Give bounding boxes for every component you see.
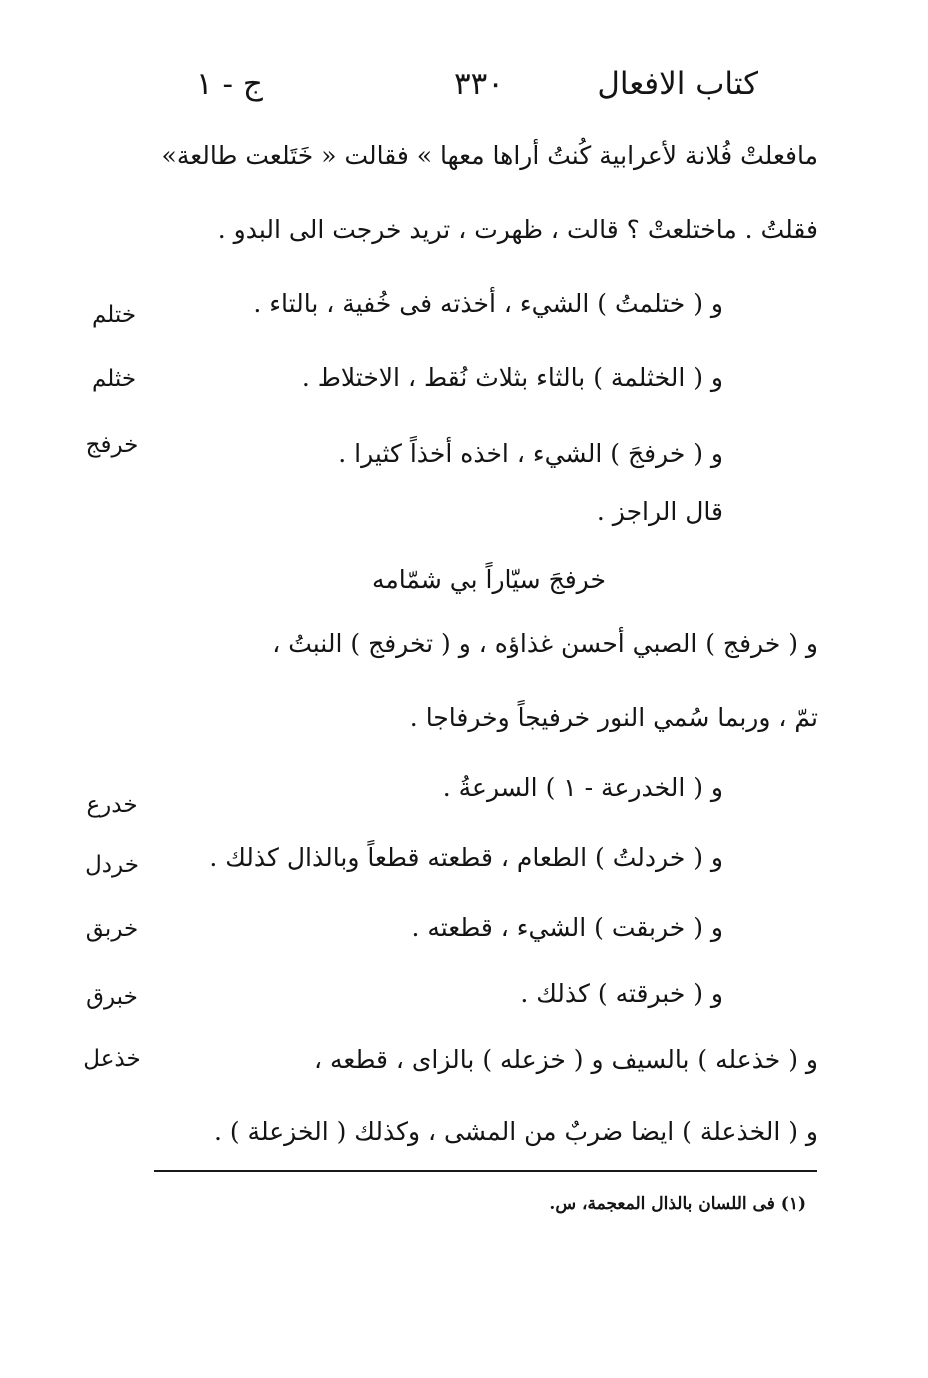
margin-note: خردل (85, 852, 139, 878)
margin-note: خثلم (91, 366, 137, 392)
verse-line: خرفجَ سيّاراً بي شمّامه (372, 565, 606, 594)
text-line: و ( الخذعلة ) ايضا ضربٌ من المشى ، وكذلك ( الخزعلة ) . (213, 1117, 818, 1146)
footnote: (١) فى اللسان بالذال المعجمة، س. (549, 1194, 806, 1214)
text-line: و ( خبرقته ) كذلك . (520, 979, 723, 1008)
text-line: قال الراجز . (596, 497, 723, 526)
footnote-divider (154, 1170, 817, 1172)
text-line: و ( الخدرعة - ١ ) السرعةُ . (442, 773, 723, 802)
margin-note: خرفج (85, 432, 139, 458)
text-line: مافعلتْ فُلانة لأعرابية كُنتُ أراها معها » فقالت « خَتَلعت طالعة» (161, 141, 818, 170)
text-line: و ( خربقت ) الشيء ، قطعته . (411, 913, 723, 942)
text-line: فقلتُ . ماختلعتْ ؟ قالت ، ظهرت ، تريد خرجت الى البدو . (217, 215, 818, 244)
volume-indicator: ج - ١ (196, 66, 263, 102)
text-line: و ( الخثلمة ) بالثاء بثلاث نُقط ، الاختلاط . (301, 363, 723, 392)
running-title: كتاب الافعال (597, 66, 758, 102)
text-line: و ( ختلمتُ ) الشيء ، أخذته فى خُفية ، بالتاء . (253, 289, 723, 318)
margin-note: خربق (85, 916, 139, 942)
margin-note: خدرع (86, 792, 138, 818)
margin-note: خبرق (86, 984, 138, 1010)
text-line: و ( خذعله ) بالسيف و ( خزعله ) بالزاى ، قطعه ، (313, 1045, 818, 1074)
text-line: و ( خردلتُ ) الطعام ، قطعته قطعاً وبالذال كذلك . (209, 843, 723, 872)
text-line: و ( خرفج ) الصبي أحسن غذاؤه ، و ( تخرفج ) النبتُ ، (272, 629, 818, 658)
page-number: ٣٣٠ (454, 66, 504, 102)
text-line: و ( خرفجَ ) الشيء ، اخذه أخذاً كثيرا . (338, 439, 723, 468)
text-line: تمّ ، وربما سُمي النور خرفيجاً وخرفاجا . (409, 703, 818, 732)
margin-note: خذعل (83, 1046, 141, 1072)
margin-note: ختلم (91, 302, 137, 328)
